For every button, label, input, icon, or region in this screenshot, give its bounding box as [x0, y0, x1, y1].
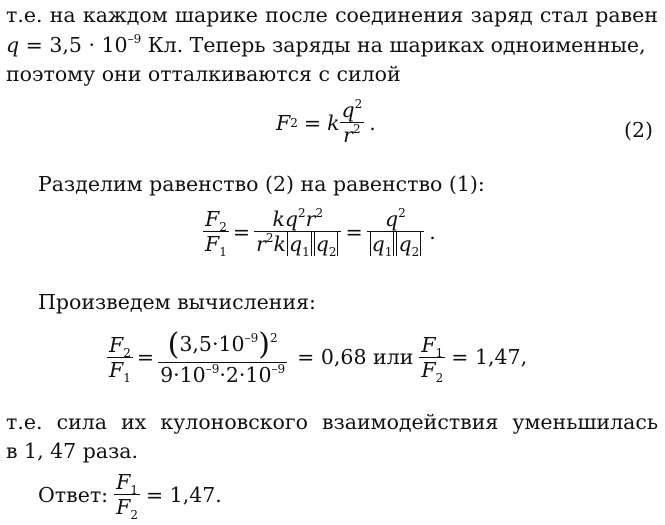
equation-2: F 2 = k $\frac{q^2}{r^2}$ . — [276, 97, 376, 147]
word: кулоновского — [160, 410, 308, 434]
word: их — [121, 410, 147, 434]
result-value: = 1,47, — [451, 345, 528, 369]
equation-number: (2) — [623, 118, 653, 142]
exponent: 2 — [352, 122, 361, 136]
text-line-7: в 1, 47 раза. — [6, 439, 138, 463]
q-symbol: q — [341, 98, 355, 122]
word: равен — [595, 3, 658, 27]
text-line-1 — [6, 3, 658, 27]
abs-q2 — [314, 232, 339, 259]
subscript: 1 — [219, 245, 227, 259]
force-symbol: F — [116, 495, 131, 519]
paren-left: ( — [167, 327, 180, 362]
word: после — [265, 3, 328, 27]
period: . — [429, 219, 436, 244]
force-symbol: F — [109, 357, 124, 382]
subscript: 2 — [435, 370, 444, 385]
equals-sign: = — [303, 110, 322, 135]
force-symbol: F — [205, 207, 220, 231]
exponent: 2 — [398, 206, 406, 220]
r-symbol: r — [343, 123, 353, 147]
exponent: 2 — [269, 331, 278, 345]
word: заряд — [470, 3, 533, 27]
exponent: –9 — [271, 362, 286, 376]
denominator-part: 9·10 — [160, 363, 206, 387]
q-symbol: q — [385, 207, 399, 231]
fraction-right — [367, 206, 425, 259]
equals-sign: = — [136, 345, 155, 369]
result-text: = 0,68 или — [297, 345, 414, 369]
numerator — [158, 327, 287, 363]
denominator — [107, 357, 133, 385]
abs-q2 — [396, 232, 421, 259]
subscript: 1 — [435, 345, 444, 360]
abs-q1 — [287, 232, 312, 259]
word: стал — [539, 3, 588, 27]
numerator-value: 3,5·10 — [179, 332, 245, 356]
paren-right: ) — [258, 327, 270, 362]
equals-sign: = — [345, 219, 363, 244]
force-symbol: F — [205, 232, 220, 256]
charge-exponent: –9 — [127, 32, 142, 46]
fraction — [340, 98, 365, 147]
subscript: 1 — [130, 483, 138, 497]
denominator-part: ·2·10 — [219, 363, 272, 387]
q-symbol: q — [315, 232, 329, 256]
text-line-5: Произведем вычисления: — [38, 290, 316, 314]
word: т.е. — [6, 410, 43, 434]
denominator — [367, 232, 425, 259]
answer-line — [38, 470, 222, 522]
denominator — [158, 363, 287, 387]
denominator — [419, 357, 445, 385]
r-symbol: r — [256, 232, 266, 256]
force-symbol: F — [276, 110, 291, 135]
q-symbol: q — [288, 232, 303, 256]
q-symbol: q — [371, 232, 385, 256]
q-symbol: q — [398, 232, 412, 256]
exponent: 2 — [265, 231, 274, 245]
subscript: 1 — [123, 370, 131, 385]
fraction-f2-f1 — [107, 332, 133, 385]
coulomb-constant: k — [327, 110, 340, 135]
denominator — [114, 495, 140, 522]
word: уменьшилась — [512, 410, 658, 434]
equation-calc — [107, 327, 527, 387]
answer-value: = 1,47. — [145, 482, 222, 507]
subscript: 2 — [219, 220, 227, 234]
text-fragment: Кл. Теперь заряды на шариках одноименные, — [147, 33, 646, 57]
charge-value: = 3,5 · 10 — [25, 33, 128, 57]
equation-ratio — [203, 206, 436, 259]
numerator — [107, 333, 133, 358]
force-symbol: F — [116, 470, 131, 494]
word: шарике — [174, 3, 258, 27]
period: . — [369, 110, 376, 135]
word: соединения — [335, 3, 464, 27]
denominator — [254, 231, 341, 259]
numerator — [367, 207, 425, 232]
fraction-f2-f1 — [203, 207, 229, 259]
subscript: 1 — [384, 245, 393, 259]
word: на — [49, 3, 76, 27]
fraction-f1-f2 — [419, 332, 445, 385]
numerator — [203, 207, 229, 232]
charge-symbol: q — [6, 33, 20, 57]
exponent: –9 — [244, 331, 259, 345]
text-line-2 — [6, 33, 646, 57]
force-symbol: F — [109, 332, 124, 357]
word: т.е. — [6, 3, 43, 27]
subscript: 2 — [130, 508, 138, 522]
denominator — [203, 232, 229, 259]
answer-label: Ответ: — [38, 482, 109, 507]
numerator — [114, 470, 140, 495]
word: каждом — [82, 3, 168, 27]
word: сила — [56, 410, 107, 434]
numerator — [340, 98, 365, 123]
numerator — [254, 207, 341, 232]
text-line-4: Разделим равенство (2) на равенство (1): — [38, 172, 485, 196]
r-symbol: r — [305, 207, 316, 231]
answer-fraction — [114, 470, 140, 522]
exponent: 2 — [354, 97, 363, 111]
k-symbol: k — [273, 232, 286, 256]
subscript: 2 — [123, 345, 131, 360]
numerator — [419, 333, 445, 358]
denominator — [340, 123, 365, 147]
text-line-3: поэтому они отталкиваются с силой — [6, 62, 401, 86]
word: взаимодействия — [322, 410, 499, 434]
subscript: 1 — [302, 245, 310, 259]
fraction-numeric — [158, 327, 287, 387]
text-line-6 — [6, 410, 658, 434]
abs-q1 — [370, 232, 395, 259]
force-symbol: F — [421, 357, 436, 382]
force-symbol: F — [421, 332, 436, 357]
kq-term: kq — [272, 207, 298, 231]
subscript: 2 — [411, 245, 420, 259]
equals-sign: = — [232, 219, 251, 244]
exponent: –9 — [205, 362, 220, 376]
subscript: 2 — [328, 245, 337, 259]
exponent: 2 — [315, 206, 324, 220]
exponent: 2 — [298, 206, 306, 220]
fraction-middle — [254, 206, 341, 259]
